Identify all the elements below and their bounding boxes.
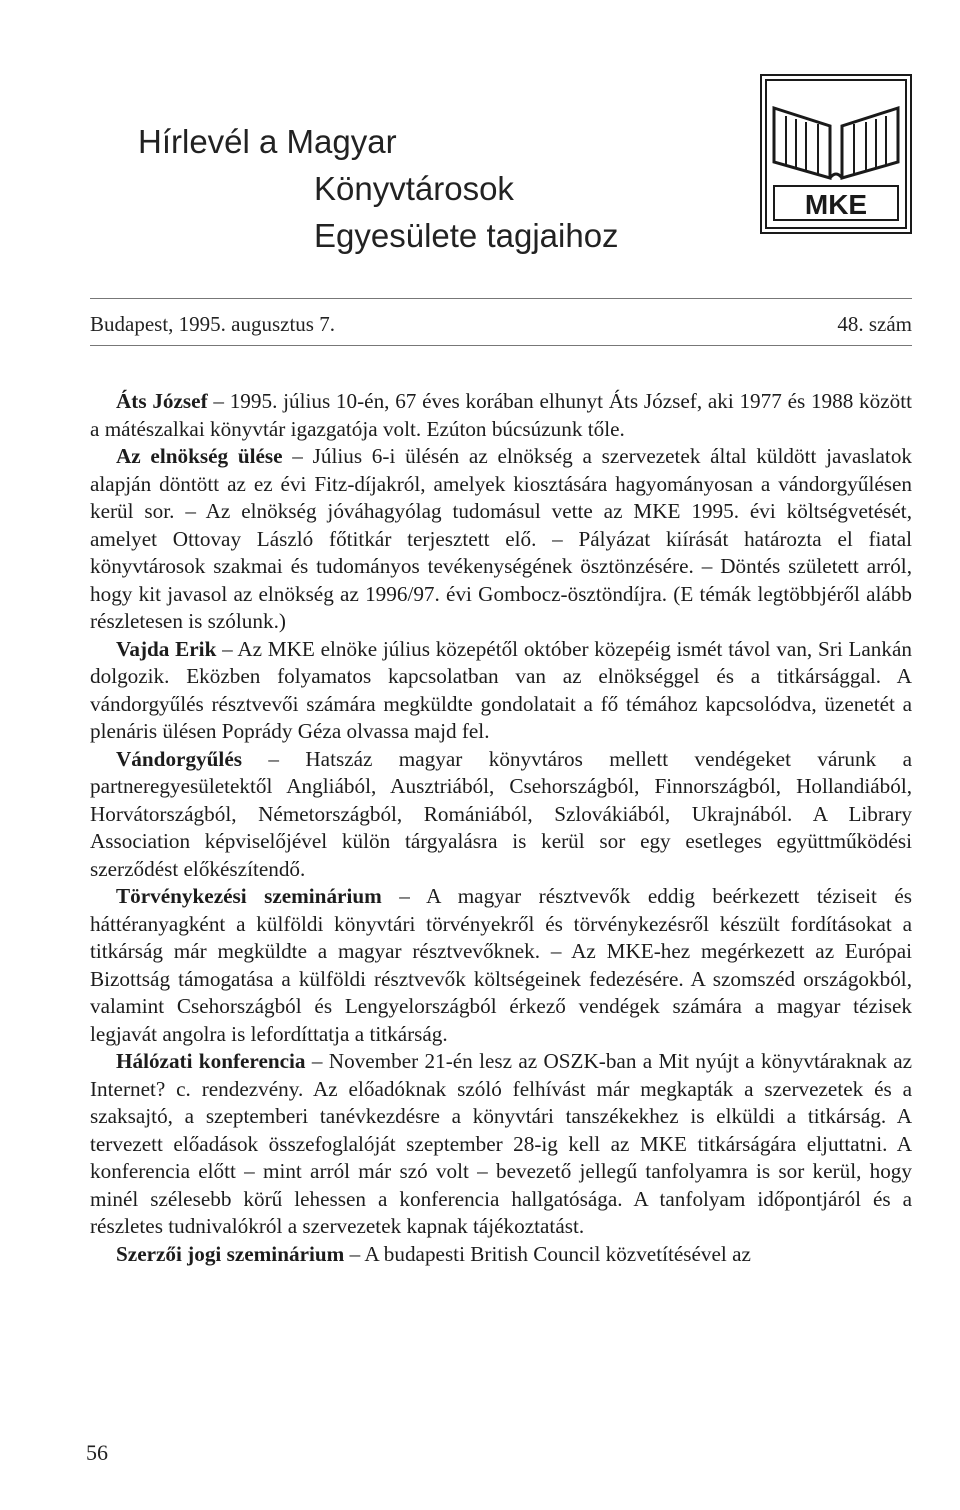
newsletter-title <box>138 118 738 259</box>
article-text: Július 6-i ülésén az elnökség a szervezetek által küldött javaslatok alapján döntött az ez évi Fitz-díjakról, amelyek kiosztására hagyományosan a vándorgyűlésen kerül sor. – Az elnökség jóváhagyólag tudomásul vette az MKE 1995. évi költségvetését, amelyet Ottovay László főtitkár terjesztett elő. – Pályázat kiírását határozta el fiatal könyvtárosok szakmai és tudományos tevékenységének ösztönzésére. – Döntés született arról, hogy kit javasol az elnökség az 1996/97. évi Gombocz-ösztöndíjra. (E témák legtöbbjéről alább részletesen is szólunk.) <box>90 444 913 633</box>
article-text: A magyar résztvevők eddig beérkezett téziseit és háttéranyagként a külföldi könyvtári törvényekről és törvénykezésről készült fordításokat a titkárság már megküldte a magyar résztvevőknek. – Az MKE-hez megérkezett az Európai Bizottság támogatása a külföldi résztvevők költségeinek fedezésére. A szomszéd országokból, valamint Csehországból és Lengyelországból érkező vendégek számára a magyar tézisek legjavát angolra is lefordíttatja a titkárság. <box>90 884 912 1046</box>
article-heading: Az elnökség ülése <box>116 444 283 468</box>
article-paragraph: Törvénykezési szeminárium – A magyar résztvevők eddig beérkezett téziseit és háttéranyagként a külföldi könyvtári törvényekről és törvénykezésről készült fordításokat a titkárság már megküldte a magyar résztvevőknek. – Az MKE-hez megérkezett az Európai Bizottság támogatása a külföldi résztvevők költségeinek fedezésére. A szomszéd országokból, valamint Csehországból és Lengyelországból érkező vendégek számára a magyar tézisek legjavát angolra is lefordíttatja a titkárság. <box>90 884 912 1046</box>
article-body <box>90 388 912 1268</box>
article-paragraph: Vándorgyűlés – Hatszáz magyar könyvtáros mellett vendégeket várunk a partneregyesületektől Angliából, Ausztriából, Csehországból, Finnországból, Hollandiából, Horvátországból, Németországból, Romániából, Szlovákiából, Ukrajnából. A Library Association képviselőjével külön tárgyalásra is kerül sor egy esetleges együttműködési szerződést előkészítendő. <box>90 746 913 881</box>
article-text: 1995. július 10-én, 67 éves korában elhunyt Áts József, aki 1977 és 1988 között a mátészalkai könyvtár igazgatója volt. Ezúton búcsúzunk tőle. <box>90 389 913 441</box>
article-heading: Vándorgyűlés <box>116 746 242 771</box>
divider-top <box>90 298 912 299</box>
article-text: November 21-én lesz az OSZK-ban a Mit nyújt a könyvtáraknak az Internet? c. rendezvény. Az előadóknak szóló felhívást már megkapták a szervezetek és a szaksajtó, a szeptemberi tanévkezdésre a könyvtári tanszékekhez is elküldi a titkárság. A tervezett előadások összefoglalóját szeptember 28-ig kell az MKE titkárságára eljuttatni. A konferencia előtt – mint arról már szó volt – bevezető jellegű tanfolyamra is sor kerül, hogy minél szélesebb körű lehessen a konferencia hallgatósága. A tanfolyam időpontjáról és a részletes tudnivalókról a szervezetek kapnak tájékoztatást. <box>90 1049 913 1238</box>
logo-text: MKE <box>804 189 868 220</box>
article-text: Hatszáz magyar könyvtáros mellett vendégeket várunk a partneregyesületektől Angliából, Ausztriából, Csehországból, Finnországból, Hollandiából, Horvátországból, Németországból, Romániából, Szlovákiából, Ukrajnából. A Library Association képviselőjével külön tárgyalásra is kerül sor egy esetleges együttműködési szerződést előkészítendő. <box>90 746 913 881</box>
article-paragraph: Hálózati konferencia – November 21-én lesz az OSZK-ban a Mit nyújt a könyvtáraknak az Internet? c. rendezvény. Az előadóknak szóló felhívást már megkapták a szervezetek és a szaksajtó, a szeptemberi tanévkezdésre a könyvtári tanszékekhez is elküldi a titkárság. A tervezett előadások összefoglalóját szeptember 28-ig kell az MKE titkárságára eljuttatni. A konferencia előtt – mint arról már szó volt – bevezető jellegű tanfolyamra is sor kerül, hogy minél szélesebb körű lehessen a konferencia hallgatósága. A tanfolyam időpontjáról és a részletes tudnivalókról a szervezetek kapnak tájékoztatást. <box>90 1049 913 1238</box>
book-logo-icon <box>760 74 912 234</box>
title-line-2: Könyvtárosok <box>314 170 514 207</box>
place-date: Budapest, 1995. augusztus 7. <box>90 312 335 336</box>
title-line-1: Hírlevél a Magyar <box>138 123 397 160</box>
page-number: 56 <box>86 1440 108 1465</box>
article-paragraph: Áts József – 1995. július 10-én, 67 éves korában elhunyt Áts József, aki 1977 és 1988 között a mátészalkai könyvtár igazgatója volt. Ezúton búcsúzunk tőle. <box>90 389 913 441</box>
article-paragraph: Vajda Erik – Az MKE elnöke július közepétől október közepéig ismét távol van, Sri Lankán dolgozik. Eközben folyamatos kapcsolatban van az elnökséggel és a titkársággal. A vándorgyűlés résztvevői számára megküldte gondolatait a fő témához kapcsolódva, üzenetét a plenáris ülésen Poprády Géza olvassa majd fel. <box>90 636 912 743</box>
article-heading: Vajda Erik <box>116 636 217 661</box>
article-text: Az MKE elnöke július közepétől október közepéig ismét távol van, Sri Lankán dolgozik. Eközben folyamatos kapcsolatban van az elnökséggel és a titkársággal. A vándorgyűlés résztvevői számára megküldte gondolatait a fő témához kapcsolódva, üzenetét a plenáris ülésen Poprády Géza olvassa majd fel. <box>90 636 912 743</box>
divider-bottom <box>90 345 912 346</box>
issue-number: 48. szám <box>837 312 912 336</box>
mke-logo <box>760 74 912 234</box>
article-paragraph: Szerzői jogi szeminárium – A budapesti British Council közvetítésével az <box>116 1241 751 1266</box>
article-paragraph: Az elnökség ülése – Július 6-i ülésén az elnökség a szervezetek által küldött javaslatok alapján döntött az ez évi Fitz-díjakról, amelyek kiosztására hagyományosan a vándorgyűlésen kerül sor. – Az elnökség jóváhagyólag tudomásul vette az MKE 1995. évi költségvetését, amelyet Ottovay László főtitkár terjesztett elő. – Pályázat kiírását határozta el fiatal könyvtárosok szakmai és tudományos tevékenységének ösztönzésére. – Döntés született arról, hogy kit javasol az elnökség az 1996/97. évi Gombocz-ösztöndíjra. (E témák legtöbbjéről alább részletesen is szólunk.) <box>90 444 913 633</box>
article-text: A budapesti British Council közvetítésével az <box>364 1241 751 1266</box>
article-heading: Törvénykezési szeminárium <box>116 884 382 908</box>
article-heading: Szerzői jogi szeminárium <box>116 1241 345 1266</box>
article-heading: Hálózati konferencia <box>116 1049 306 1073</box>
dateline <box>90 312 912 337</box>
article-heading: Áts József <box>116 389 208 413</box>
title-line-3: Egyesülete tagjaihoz <box>314 217 619 254</box>
